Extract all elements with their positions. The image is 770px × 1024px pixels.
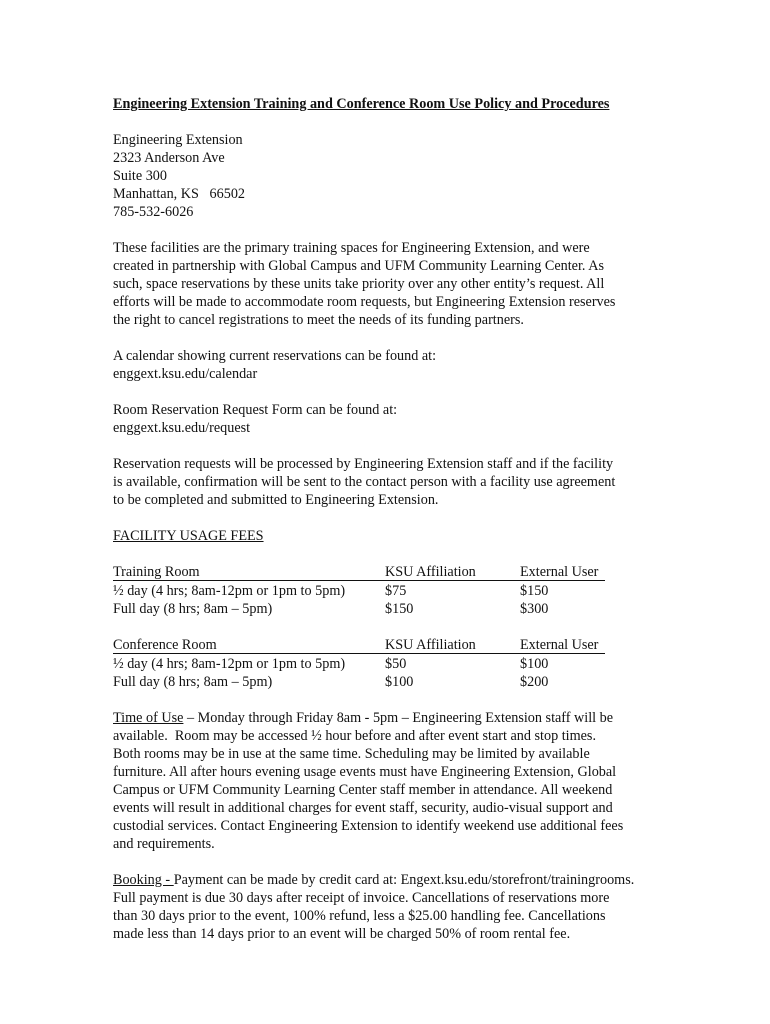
intro-line: the right to cancel registrations to meet the needs of its funding partners. (113, 312, 524, 328)
table-cell: $150 (520, 583, 549, 599)
time-of-use-first-line (113, 709, 673, 727)
processing-line: is available, confirmation will be sent to the contact person with a facility use agreement (113, 474, 616, 490)
table-header-external: External User (520, 564, 599, 580)
booking-line: made less than 14 days prior to an event will be charged 50% of room rental fee. (113, 926, 571, 942)
table-cell: $200 (520, 674, 549, 690)
table-cell: $50 (385, 656, 407, 672)
table-header-ksu: KSU Affiliation (385, 637, 476, 653)
table-row (113, 582, 673, 600)
intro-paragraph (113, 239, 673, 329)
calendar-link[interactable]: enggext.ksu.edu/calendar (113, 366, 258, 382)
table-cell: Full day (8 hrs; 8am – 5pm) (113, 601, 273, 617)
table-header-room: Training Room (113, 564, 200, 580)
booking-label: Booking - (113, 872, 174, 888)
table-cell: $300 (520, 601, 549, 617)
table-header-external: External User (520, 637, 599, 653)
time-of-use-line: available. Room may be accessed ½ hour before and after event start and stop times. (113, 728, 596, 744)
table-cell: $100 (385, 674, 414, 690)
intro-line: These facilities are the primary training spaces for Engineering Extension, and were (113, 240, 590, 256)
fees-heading: FACILITY USAGE FEES (113, 528, 264, 544)
processing-line: to be completed and submitted to Engineering Extension. (113, 492, 439, 508)
table-header-row (113, 563, 605, 581)
processing-line: Reservation requests will be processed by Engineering Extension staff and if the facility (113, 456, 614, 472)
table-cell: $75 (385, 583, 407, 599)
time-of-use-line: furniture. All after hours evening usage events must have Engineering Extension, Global (113, 764, 617, 780)
address-street: 2323 Anderson Ave (113, 150, 225, 166)
time-of-use-text: – Monday through Friday 8am - 5pm – Engineering Extension staff will be (183, 710, 614, 726)
table-header-ksu: KSU Affiliation (385, 564, 476, 580)
time-of-use-label: Time of Use (113, 710, 184, 726)
conference-room-fees (113, 636, 673, 691)
time-of-use-paragraph (113, 709, 673, 853)
address-phone: 785-532-6026 (113, 204, 194, 220)
table-cell: Full day (8 hrs; 8am – 5pm) (113, 674, 273, 690)
calendar-text: A calendar showing current reservations can be found at: (113, 348, 437, 364)
address-suite: Suite 300 (113, 168, 167, 184)
table-row (113, 600, 673, 618)
booking-line: Full payment is due 30 days after receipt of invoice. Cancellations of reservations more (113, 890, 610, 906)
request-link[interactable]: enggext.ksu.edu/request (113, 420, 251, 436)
calendar-paragraph (113, 347, 673, 383)
time-of-use-line: events will result in additional charges for event staff, security, audio-visual support and (113, 800, 613, 816)
booking-first-line (113, 871, 673, 889)
document-title: Engineering Extension Training and Conference Room Use Policy and Procedures (113, 96, 610, 112)
intro-line: created in partnership with Global Campus and UFM Community Learning Center. As (113, 258, 604, 274)
booking-paragraph (113, 871, 673, 943)
request-paragraph (113, 401, 673, 437)
address-block (113, 131, 673, 221)
address-org: Engineering Extension (113, 132, 243, 148)
table-header-row (113, 636, 605, 654)
time-of-use-line: Campus or UFM Community Learning Center staff member in attendance. All weekend (113, 782, 613, 798)
booking-line: than 30 days prior to the event, 100% refund, less a $25.00 handling fee. Cancellations (113, 908, 606, 924)
table-header-room: Conference Room (113, 637, 217, 653)
table-row (113, 673, 673, 691)
time-of-use-line: and requirements. (113, 836, 215, 852)
time-of-use-line: custodial services. Contact Engineering Extension to identify weekend use additional fees (113, 818, 624, 834)
intro-line: efforts will be made to accommodate room requests, but Engineering Extension reserves (113, 294, 616, 310)
document-body (113, 95, 673, 961)
booking-text: Payment can be made by credit card at: Engext.ksu.edu/storefront/trainingrooms. (173, 872, 635, 888)
time-of-use-line: Both rooms may be in use at the same time. Scheduling may be limited by available (113, 746, 590, 762)
intro-line: such, space reservations by these units take priority over any other entity’s request. All (113, 276, 605, 292)
table-cell: $100 (520, 656, 549, 672)
table-cell: ½ day (4 hrs; 8am-12pm or 1pm to 5pm) (113, 583, 346, 599)
request-text: Room Reservation Request Form can be found at: (113, 402, 398, 418)
processing-paragraph (113, 455, 673, 509)
training-room-fees (113, 563, 673, 618)
table-cell: $150 (385, 601, 414, 617)
table-cell: ½ day (4 hrs; 8am-12pm or 1pm to 5pm) (113, 656, 346, 672)
address-city: Manhattan, KS 66502 (113, 186, 246, 202)
table-row (113, 655, 673, 673)
